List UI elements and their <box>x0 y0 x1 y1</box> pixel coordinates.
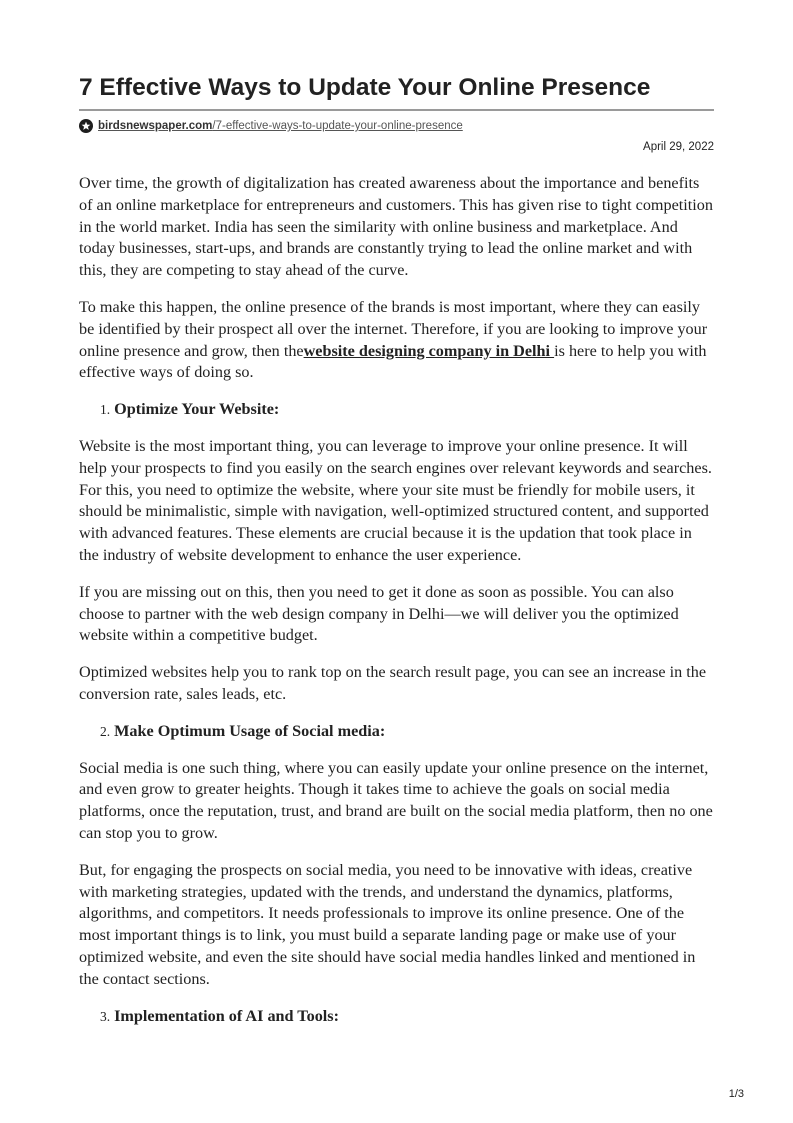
paragraph-text: To make this happen, the online presence of the brands is most important, where they can easily be identified by their prospect all over the internet. Therefore, if you are looking to improve your online presence and grow, then the <box>79 297 708 360</box>
article-title: 7 Effective Ways to Update Your Online Presence <box>79 74 651 101</box>
section-heading-text: Implementation of AI and Tools: <box>114 1006 339 1025</box>
list-number: 2. <box>100 723 111 739</box>
section-heading-text: Optimize Your Website: <box>114 400 280 419</box>
paragraph: Optimized websites help you to rank top on the search result page, you can see an increase in the conversion rate, sales leads, etc. <box>79 663 707 703</box>
source-path: /7-effective-ways-to-update-your-online-presence <box>212 120 463 132</box>
article-body <box>79 173 714 1027</box>
paragraph: Over time, the growth of digitalization has created awareness about the importance and benefits of an online marketplace for entrepreneurs and customers. This has given rise to tight competition in the world market. India has seen the similarity with online business and marketplace. And today businesses, start-ups, and brands are constantly trying to lead the online market and with this, they are competing to stay ahead of the curve. <box>79 174 713 280</box>
section-heading-text: Make Optimum Usage of Social media: <box>114 721 386 740</box>
paragraph: Website is the most important thing, you can leverage to improve your online presence. It will help your prospects to find you easily on the search engines over relevant keywords and searches. For this, you need to optimize the website, where your site must be friendly for mobile users, it should be minimalistic, simple with navigation, well-optimized structured content, and supported with advanced features. These elements are crucial because it is the updation that took place in the industry of website development to enhance the user experience. <box>79 436 712 564</box>
list-number: 1. <box>100 402 111 418</box>
list-number: 3. <box>100 1008 111 1024</box>
website-designing-company-link[interactable]: website designing company in Delhi <box>303 341 555 360</box>
paragraph-text: is here to help you with effective ways of doing so. <box>79 341 707 382</box>
article-page <box>79 72 714 1042</box>
paragraph <box>79 297 714 384</box>
publish-date: April 29, 2022 <box>643 141 714 153</box>
star-badge-icon <box>79 119 93 133</box>
source-domain: birdsnewspaper.com <box>98 120 213 132</box>
paragraph: If you are missing out on this, then you need to get it done as soon as possible. You can also choose to partner with the web design company in Delhi—we will deliver you the optimized website within a competitive budget. <box>79 582 679 645</box>
page-number: 1/3 <box>728 1088 744 1100</box>
source-link[interactable] <box>98 119 463 133</box>
paragraph: Social media is one such thing, where you can easily update your online presence on the internet, and even grow to greater heights. Though it takes time to achieve the goals on social media platforms, once the reputation, trust, and brand are built on the social media platform, then no one can stop you to grow. <box>79 758 713 842</box>
source-line <box>79 119 714 133</box>
section-heading-1 <box>79 399 714 421</box>
paragraph: But, for engaging the prospects on social media, you need to be innovative with ideas, creative with marketing strategies, updated with the trends, and understand the dynamics, platforms, algorithms, and competitors. It needs professionals to improve its online presence. One of the most important things is to link, you must build a separate landing page or make use of your optimized website, and even the site should have social media handles linked and mentioned in the contact sections. <box>79 860 696 988</box>
section-heading-3 <box>79 1006 714 1028</box>
section-heading-2 <box>79 721 714 743</box>
title-divider <box>79 109 714 111</box>
